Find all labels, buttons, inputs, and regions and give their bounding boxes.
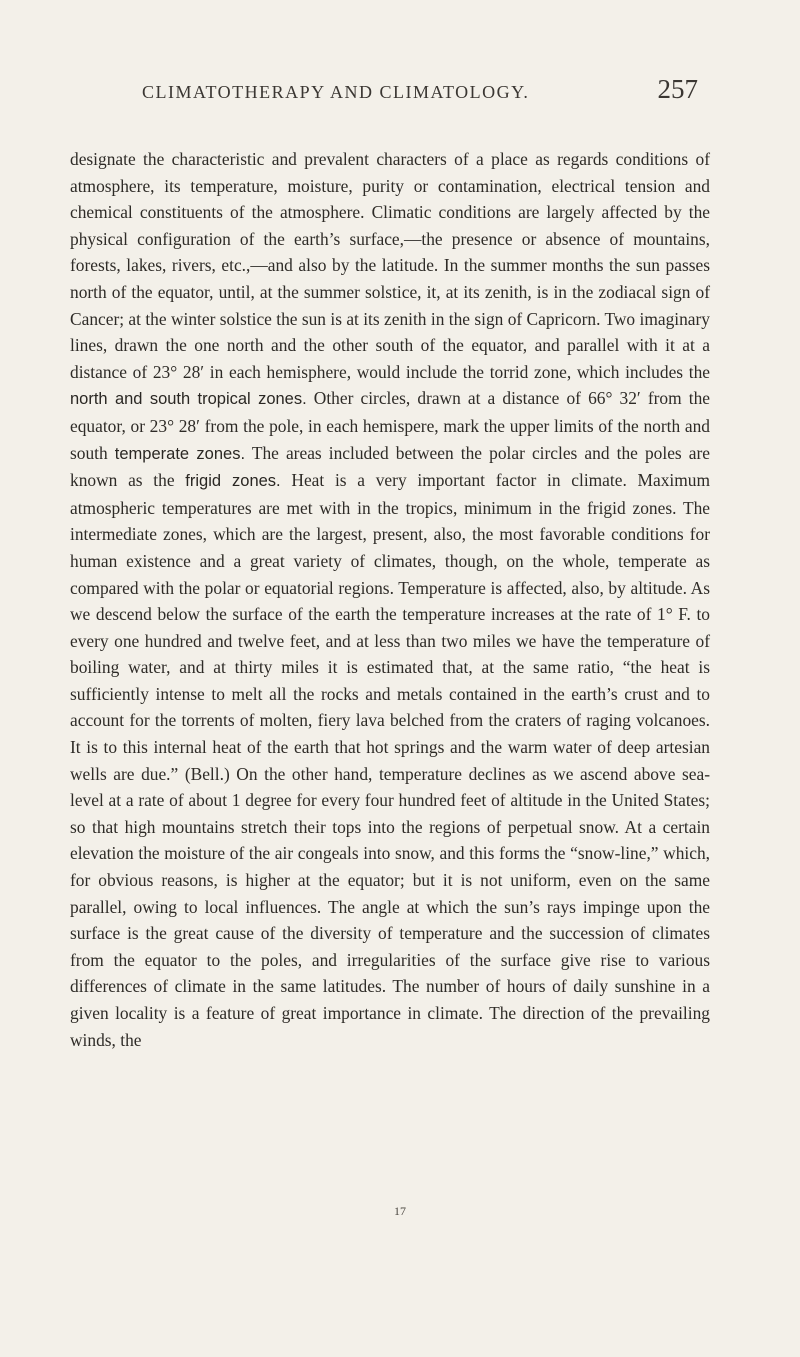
page-header [0,72,800,112]
term-frigid-zones: frigid zones. [185,472,281,491]
term-tropical-zones: north and south tropical zones. [70,390,307,409]
signature-mark: 17 [394,1204,406,1218]
body-text-segment-4: Heat is a very important factor in climate. Maximum atmospheric temperatures are met with in the tropics, minimum in the frigid zones. The intermediate zones, which are the largest, present, also, the most favorable conditions for human existence and a great variety of climates, though, on the whole, temperate as compared with the polar or equatorial regions. Temperature is affected, also, by altitude. As we descend below the surface of the earth the temperature increases at the rate of 1° F. to every one hundred and twelve feet, and at less than two miles we have the temperature of boiling water, and at thirty miles it is estimated that, at the same ratio, “the heat is sufficiently intense to melt all the rocks and metals contained in the earth’s crust and to account for the torrents of molten, fiery lava belched from the craters of raging volcanoes. It is to this internal heat of the earth that hot springs and the warm water of deep artesian wells are due.” (Bell.) On the other hand, temperature declines as we ascend above sea-level at a rate of about 1 degree for every four hundred feet of altitude in the United States; so that high mountains stretch their tops into the regions of perpetual snow. At a certain elevation the moisture of the air congeals into snow, and this forms the “snow-line,” which, for obvious reasons, is higher at the equator; but it is not uniform, even on the same parallel, owing to local influences. The angle at which the sun’s rays impinge upon the surface is the great cause of the diversity of temperature and the succession of climates from the equator to the poles, and irregularities of the surface give rise to various differences of climate in the same latitudes. The number of hours of daily sunshine in a given locality is a feature of great importance in climate. The direction of the prevailing winds, the [70,470,710,1050]
term-temperate-zones: temperate zones. [114,444,246,463]
body-text-segment-2: Other circles, drawn at a distance of 66° 32′ from the equator, or 23° 28′ from the pole, in each hemispere, mark the upper limits of the north and south [70,388,710,463]
running-head: CLIMATOTHERAPY AND CLIMATOLOGY. [142,82,530,102]
body-text-segment-3: The areas included between the polar circles and the poles are known as the [70,442,711,491]
body-text-segment-1: designate the characteristic and prevalent characters of a place as regards conditions of atmosphere, its temperature, moisture, purity or contamination, electrical tension and chemical constituents of the atmosphere. Climatic conditions are largely affected by the physical configuration of the earth’s surface,—the presence or absence of mountains, forests, lakes, rivers, etc.,—and also by the latitude. In the summer months the sun passes north of the equator, until, at the summer solstice, it, at its zenith, is in the zodiacal sign of Cancer; at the winter solstice the sun is at its zenith in the sign of Capricorn. Two imaginary lines, drawn the one north and the other south of the equator, and parallel with it at a distance of 23° 28′ in each hemisphere, would include the torrid zone, which includes the [70,149,710,382]
body-paragraph [70,146,710,1053]
page-number: 257 [657,74,698,104]
